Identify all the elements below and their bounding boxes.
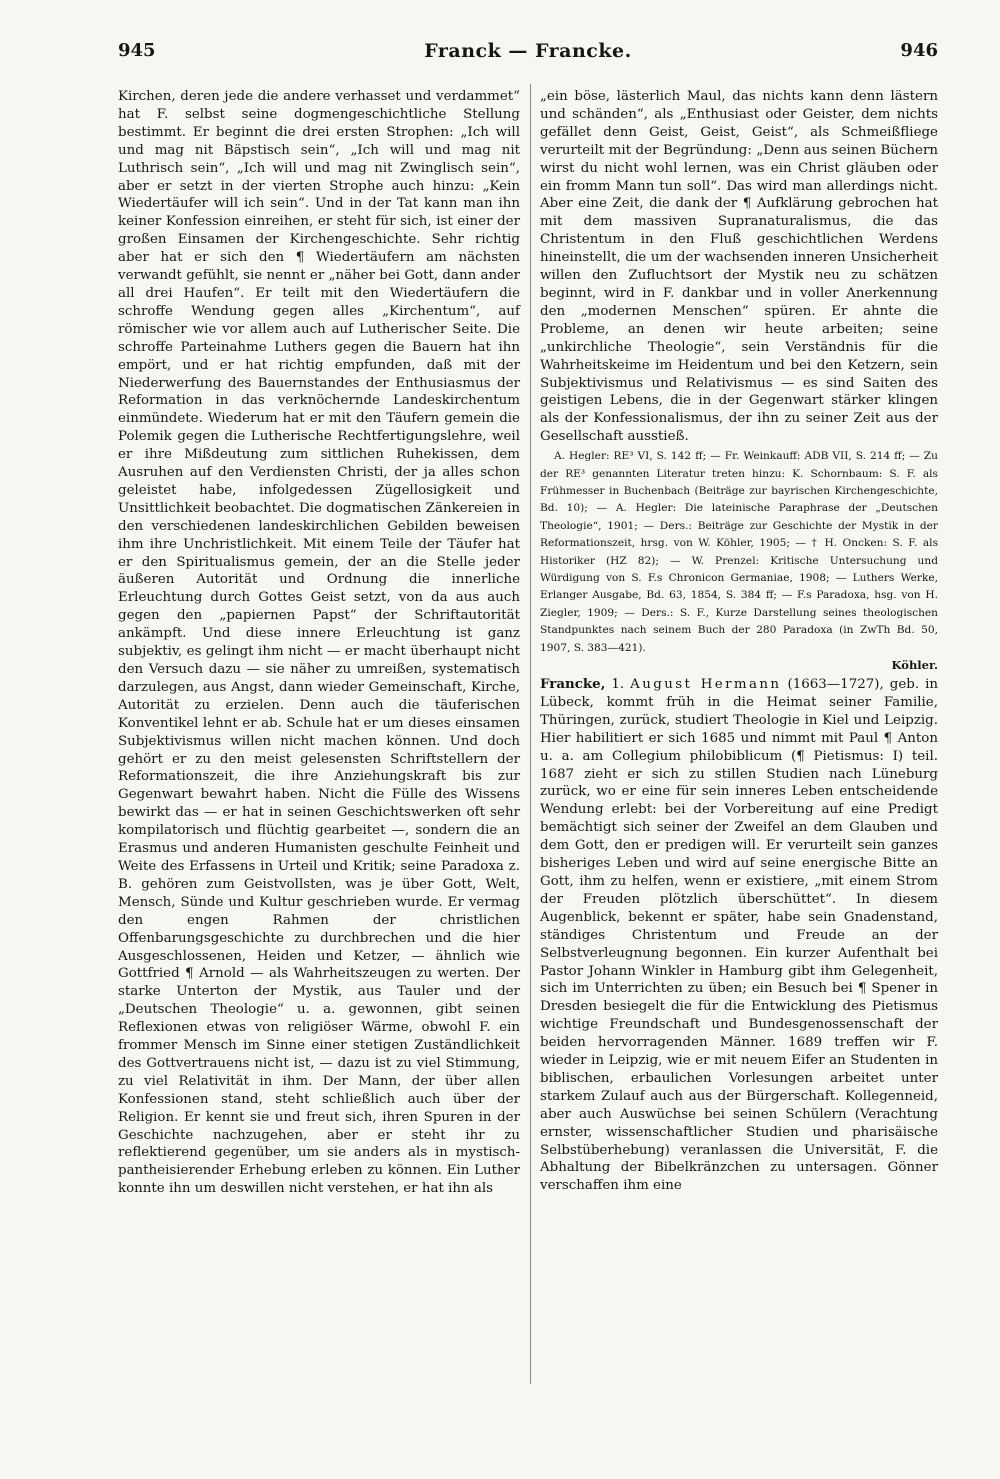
right-column-number: 946 <box>900 40 938 61</box>
left-column-number: 945 <box>118 40 156 61</box>
bibliography-references: A. Hegler: RE³ VI, S. 142 ff; — Fr. Weinkauff: ADB VII, S. 214 ff; — Zu der RE³ genannten Literatur treten hinzu: K. Schornbaum: S. F. als Frühmesser in Buchenbach (Beiträge zur bayrischen Kirchengeschichte, Bd. 10); — A. Hegler: Die lateinische Paraphrase der „Deutschen Theologie“, 1901; — Ders.: Beiträge zur Geschichte der Mystik in der Reformationszeit, hrsg. von W. Köhler, 1905; — † H. Oncken: S. F. als Historiker (HZ 82); — W. Prenzel: Kritische Untersuchung und Würdigung von S. F.s Chronicon Germaniae, 1908; — Luthers Werke, Erlanger Ausgabe, Bd. 63, 1854, S. 384 ff; — F.s Paradoxa, hsg. von H. Ziegler, 1909; — Ders.: S. F., Kurze Darstellung seines theologischen Standpunktes nach seinem Buch der 280 Paradoxa (in ZwTh Bd. 50, 1907, S. 383—421). <box>540 450 938 654</box>
page-header <box>118 40 938 68</box>
running-title: Franck — Francke. <box>424 40 632 62</box>
column-divider <box>530 84 531 1384</box>
right-column <box>540 88 938 1195</box>
entry-text: (1663—1727), geb. in Lübeck, kommt früh in die Heimat seiner Familie, Thüringen, zurück, studiert Theologie in Kiel und Leipzig. Hier habilitiert er sich 1685 und nimmt mit Paul ¶ Anton u. a. am Collegium philobiblicum (¶ Pietismus: I) teil. 1687 zieht er sich zu stillen Studien nach Lüneburg zurück, wo er eine für sein inneres Leben entscheidende Wendung erlebt: bei der Vorbereitung auf eine Predigt bemächtigt sich seiner der Zweifel an dem Glauben und dem Gott, den er predigen will. Er verurteilt sein ganzes bisheriges Leben und wird auf seine energische Bitte an Gott, ihm zu helfen, wenn er existiere, „mit einem Strom der Freuden plötzlich überschüttet“. In diesem Augenblick, bekennt er später, habe sein Gnadenstand, ständiges Christentum und Freude an der Selbstverleugnung begonnen. Ein kurzer Aufenthalt bei Pastor Johann Winkler in Hamburg gibt ihm Gelegenheit, sich im Unterrichten zu üben; ein Besuch bei ¶ Spener in Dresden besiegelt die für die Entwicklung des Pietismus wichtige Freundschaft und Bundesgenossenschaft der beiden hervorragenden Männer. 1689 treffen wir F. wieder in Leipzig, wie er mit neuem Eifer an Studenten in biblischen, erbaulichen Vorlesungen arbeitet unter starkem Zulauf auch aus der Bürgerschaft. Kollegenneid, aber auch Auswüchse bei seinen Schülern (Verachtung ernster, wissenschaftlicher Studien und pharisäische Selbstüberhebung) veranlassen die Universität, F. die Abhaltung der Bibelkränzchen zu untersagen. Gönner verschaffen ihm eine <box>540 677 938 1194</box>
entry-name: August Hermann <box>630 677 782 692</box>
author-signature: Köhler. <box>891 658 938 672</box>
right-column-text: „ein böse, lästerlich Maul, das nichts kann denn lästern und schänden“, als „Enthusiast oder Geister, dem nichts gefället denn Geist, Geist, Geist“, als Schmeißfliege verurteilt mit der Begründung: „Denn aus seinen Büchern wirst du nicht wohl lernen, was ein Christ gläuben oder ein fromm Mann tun soll“. Das wird man allerdings nicht. Aber eine Zeit, die dank der ¶ Aufklärung gebrochen hat mit dem massiven Supranaturalismus, die das Christentum in den Fluß geschichtlichen Werdens hineinstellt, die um der wachsenden inneren Unsicherheit willen den Zufluchtsort der Mystik neu zu schätzen beginnt, wird in F. dankbar und in voller Anerkennung den „modernen Menschen“ spüren. Er ahnte die Probleme, an denen wir heute arbeiten; seine „unkirchliche Theologie“, sein Verständnis für die Wahrheitskeime im Heidentum und bei den Ketzern, sein Subjektivismus und Relativismus — es sind Saiten des geistigen Lebens, die in der Gegenwart stärker klingen als der Konfessionalismus, der ihn zu seiner Zeit aus der Gesellschaft ausstieß. <box>540 89 938 445</box>
left-column <box>118 88 520 1198</box>
entry-headword: Francke, <box>540 676 606 692</box>
entry-number: 1. <box>611 677 625 692</box>
entry-francke <box>540 676 938 1195</box>
left-column-text: Kirchen, deren jede die andere verhasset und verdammet“ hat F. selbst seine dogmengeschichtliche Stellung bestimmt. Er beginnt die drei ersten Strophen: „Ich will und mag nit Bäpstisch sein“, „Ich will und mag nit Luthrisch sein“, „Ich will und mag nit Zwinglisch sein“, aber er setzt in der vierten Strophe auch hinzu: „Kein Wiedertäufer will ich sein“. Und in der Tat kann man ihn keiner Konfession einreihen, er steht für sich, ist einer der großen Einsamen der Kirchengeschichte. Sehr richtig aber hat er sich den ¶ Wiedertäufern am nächsten verwandt gefühlt, sie nennt er „näher bei Gott, dann ander all drei Haufen“. Er teilt mit den Wiedertäufern die schroffe Wendung gegen alles „Kirchentum“, auf römischer wie vor allem auch auf Lutherischer Seite. Die schroffe Parteinahme Luthers gegen die Bauern hat ihn empört, und er hat richtig empfunden, daß mit der Niederwerfung des Bauernstandes der Enthusiasmus der Reformation in das verknöchernde Landeskirchentum einmündete. Wiederum hat er mit den Täufern gemein die Polemik gegen die Lutherische Rechtfertigungslehre, weil er ihre Mißdeutung zum sittlichen Ruhekissen, dem Ausruhen auf den Verdiensten Christi, der ja alles schon geleistet habe, infolgedessen Zügellosigkeit und Unsittlichkeit beobachtet. Die dogmatischen Zänkereien in den verschiedenen landeskirchlichen Gebilden beweisen ihm ihre Unchristlichkeit. Mit einem Teile der Täufer hat er den Spiritualismus gemein, der an die Stelle jeder äußeren Autorität und Ordnung die innerliche Erleuchtung durch Gottes Geist setzt, von da aus auch gegen den „papiernen Papst“ der Schriftautorität ankämpft. Und diese innere Erleuchtung ist ganz subjektiv, es gelingt ihm nicht — er macht überhaupt nicht den Versuch dazu — sie näher zu umreißen, systematisch darzulegen, aus Angst, dann wieder Gemeinschaft, Kirche, Autorität zu erzielen. Denn auch die täuferischen Konventikel lehnt er ab. Schule hat er um dieses einsamen Subjektivismus willen nicht machen können. Und doch gehört er zu den meist gelesensten Schriftstellern der Reformationszeit, die ihre Anziehungskraft bis zur Gegenwart bewahrt haben. Nicht die Fülle des Wissens bewirkt das — er hat in seinen Geschichtswerken oft sehr kompilatorisch und flüchtig gearbeitet —, sondern die an Erasmus und anderen Humanisten geschulte Feinheit und Weite des Erfassens in Urteil und Kritik; seine Paradoxa z. B. gehören zum Geistvollsten, was je über Gott, Welt, Mensch, Sünde und Kultur geschrieben wurde. Er vermag den engen Rahmen der christlichen Offenbarungsgeschichte zu durchbrechen und die hier Ausgeschlossenen, Heiden und Ketzer, — ähnlich wie Gottfried ¶ Arnold — als Wahrheitszeugen zu werten. Der starke Unterton der Mystik, aus Tauler und der „Deutschen Theologie“ u. a. gewonnen, gibt seinen Reflexionen etwas von religiöser Wärme, obwohl F. ein frommer Mensch im Sinne einer stetigen Zuständlichkeit des Gottvertrauens nicht ist, — dazu ist zu viel Stimmung, zu viel Relativität in ihm. Der Mann, der über allen Konfessionen stand, steht schließlich auch über der Religion. Er kennt sie und freut sich, ihren Spuren in der Geschichte nachzugehen, aber er steht ihr zu reflektierend gegenüber, um sie anders als in mystisch-pantheisierender Erhebung erleben zu können. Ein Luther konnte ihn um deswillen nicht verstehen, er hat ihn als <box>118 89 520 1197</box>
